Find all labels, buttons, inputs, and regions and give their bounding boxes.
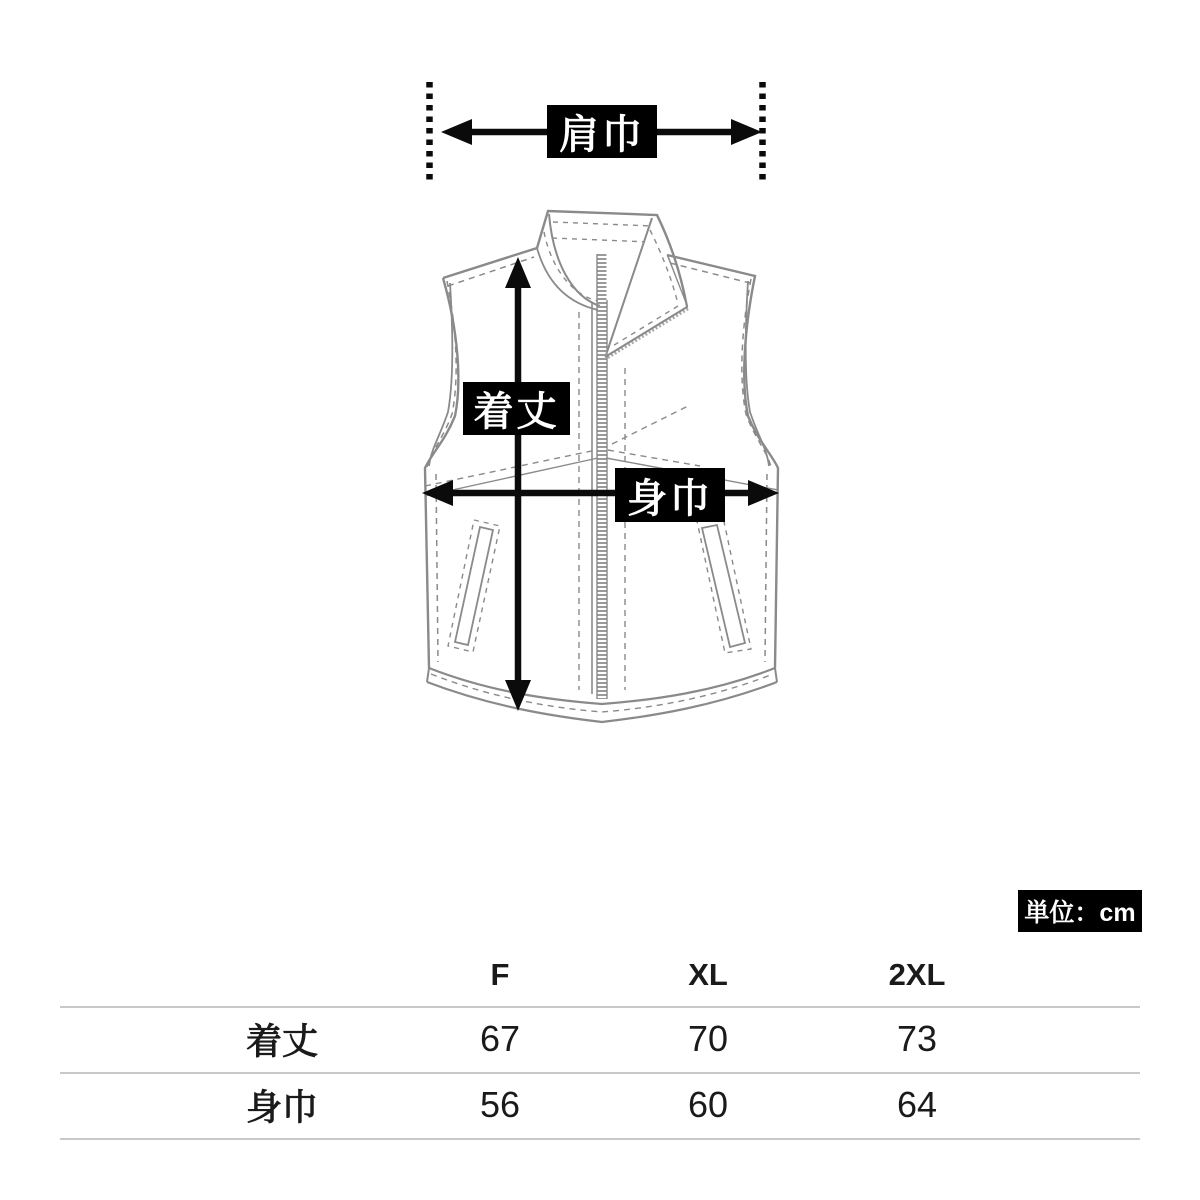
body-length-f: 67 [479, 1018, 521, 1059]
size-column-header-f: F [490, 957, 510, 992]
body-length-label: 着丈 [463, 382, 570, 435]
collar-stand-stitch [544, 232, 598, 301]
row-label-body-width: 身巾 [245, 1086, 319, 1128]
collar-flap [605, 215, 687, 357]
unit-badge: 単位：cm [1018, 890, 1142, 932]
pockets [448, 517, 751, 653]
table-divider-bottom [60, 1138, 1140, 1140]
left-pocket-stitch [448, 520, 500, 652]
shoulder-width-label: 肩巾 [547, 105, 657, 158]
body-length-xl: 70 [687, 1018, 729, 1059]
right-side-stitch [765, 474, 767, 662]
left-side-stitch [436, 474, 438, 662]
body-width-f: 56 [479, 1084, 521, 1125]
right-pocket-welt [702, 525, 745, 647]
body-width-xl: 60 [687, 1084, 729, 1125]
size-column-header-2xl: 2XL [888, 957, 946, 992]
body-width-label: 身巾 [615, 468, 725, 522]
table-divider-middle [60, 1072, 1140, 1074]
row-label-body-length: 着丈 [245, 1020, 319, 1062]
collar-top-stitch-2 [552, 238, 650, 242]
body-length-arrow [505, 257, 531, 711]
left-armhole-facing [429, 283, 452, 466]
size-column-header-xl: XL [688, 957, 728, 992]
collar-stand-curve [549, 214, 600, 306]
body-width-2xl: 64 [896, 1084, 938, 1125]
vest-drawing [425, 211, 778, 722]
collar-top-stitch-1 [553, 222, 652, 226]
table-divider-top [60, 1006, 1140, 1008]
body-length-2xl: 73 [896, 1018, 938, 1059]
